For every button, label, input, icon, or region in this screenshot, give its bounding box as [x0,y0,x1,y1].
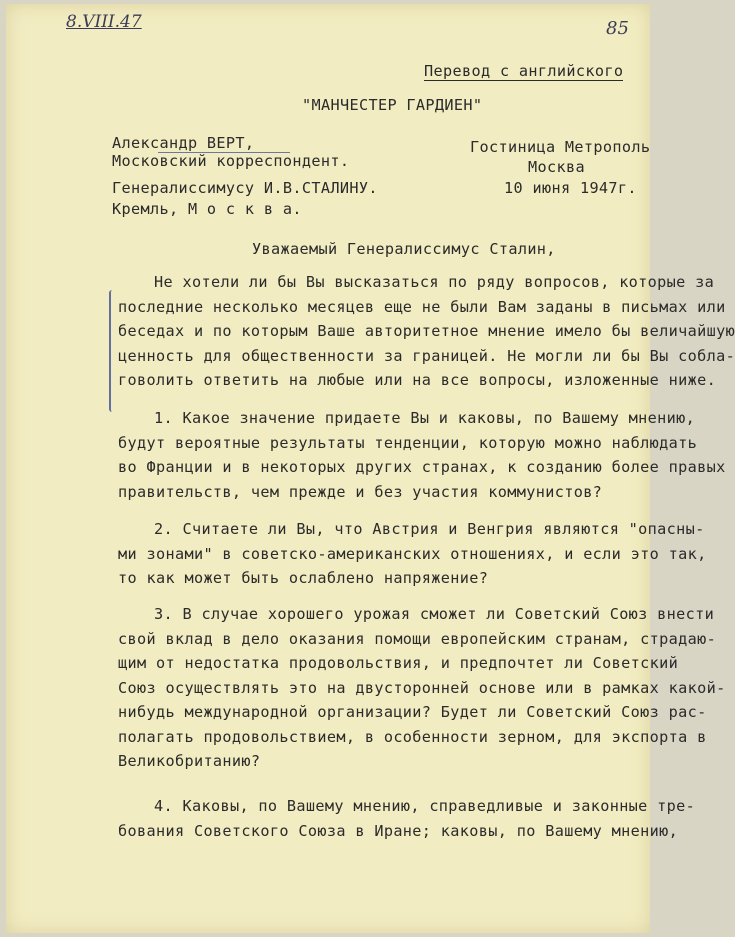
text-line: 3. В случае хорошего урожая сможет ли Советский Союз внести [154,605,715,623]
hotel-name: Гостиница Метрополь [470,138,651,156]
pencil-underline [158,152,290,153]
text-line: Не хотели ли бы Вы высказаться по ряду вопросов, которые за [154,273,715,291]
text-line: свой вклад в дело оказания помощи европейским странам, страдаю- [118,629,717,648]
text-line: 2. Считаете ли Вы, что Австрия и Венгрия являются "опасны- [154,520,705,538]
question-4 [118,794,696,843]
text-line: правительств, чем прежде и без участия коммунистов? [118,482,603,501]
text-line: Великобританию? [118,752,261,770]
handwritten-date: 8.VIII.47 [66,12,142,32]
paragraph-intro [118,270,735,393]
text-line: 4. Каковы, по Вашему мнению, справедливые и законные тре- [154,797,696,815]
city-name: Москва [528,158,585,176]
document-page [6,4,735,933]
text-line: во Франции и в некоторых других странах, к созданию более правых [118,458,726,476]
newspaper-title: "МАНЧЕСТЕР ГАРДИЕН" [302,96,483,114]
sender-role: Московский корреспондент. [112,152,350,170]
translation-note: Перевод с английского [424,62,624,80]
text-line: ценность для общественности за границей. Не могли ли бы Вы собла- [118,346,735,365]
text-line: нибудь международной организации? Будет ли Советский Союз рас- [118,703,707,721]
text-line: Союз осуществлять это на двусторонней основе или в рамках какой- [118,678,726,697]
text-line: ми зонами" в советско-американских отношениях, и если это так, [118,544,707,563]
question-2 [118,517,707,591]
text-line: бования Советского Союза в Иране; каковы, по Вашему мнению, [118,821,679,840]
question-3 [118,602,726,774]
question-1 [118,406,726,504]
text-line: беседах и по которым Ваше авторитетное мнение имело бы величайшую [118,322,735,340]
text-line: говолить ответить на любые или на все вопросы, изложенные ниже. [118,371,717,389]
recipient-line-2: Кремль, М о с к в а. [112,200,302,218]
page-number: 85 [606,18,629,39]
text-line: последние несколько месяцев еще не были Вам заданы в письмах или [118,297,726,316]
sender-name: Александр ВЕРТ, [112,134,255,152]
letter-date: 10 июня 1947г. [504,179,637,197]
pencil-margin-mark [109,290,115,412]
recipient-line-1: Генералиссимусу И.В.СТАЛИНУ. [112,179,378,197]
text-line: 1. Какое значение придаете Вы и каковы, по Вашему мнению, [154,409,696,427]
text-line: полагать продовольствием, в особенности зерном, для экспорта в [118,727,707,746]
text-line: то как может быть ослаблено напряжение? [118,569,489,587]
text-line: будут вероятные результаты тенденции, которую можно наблюдать [118,433,698,452]
salutation: Уважаемый Генералиссимус Сталин, [252,240,556,258]
text-line: щим от недостатка продовольствия, и предпочтет ли Советский [118,654,679,672]
